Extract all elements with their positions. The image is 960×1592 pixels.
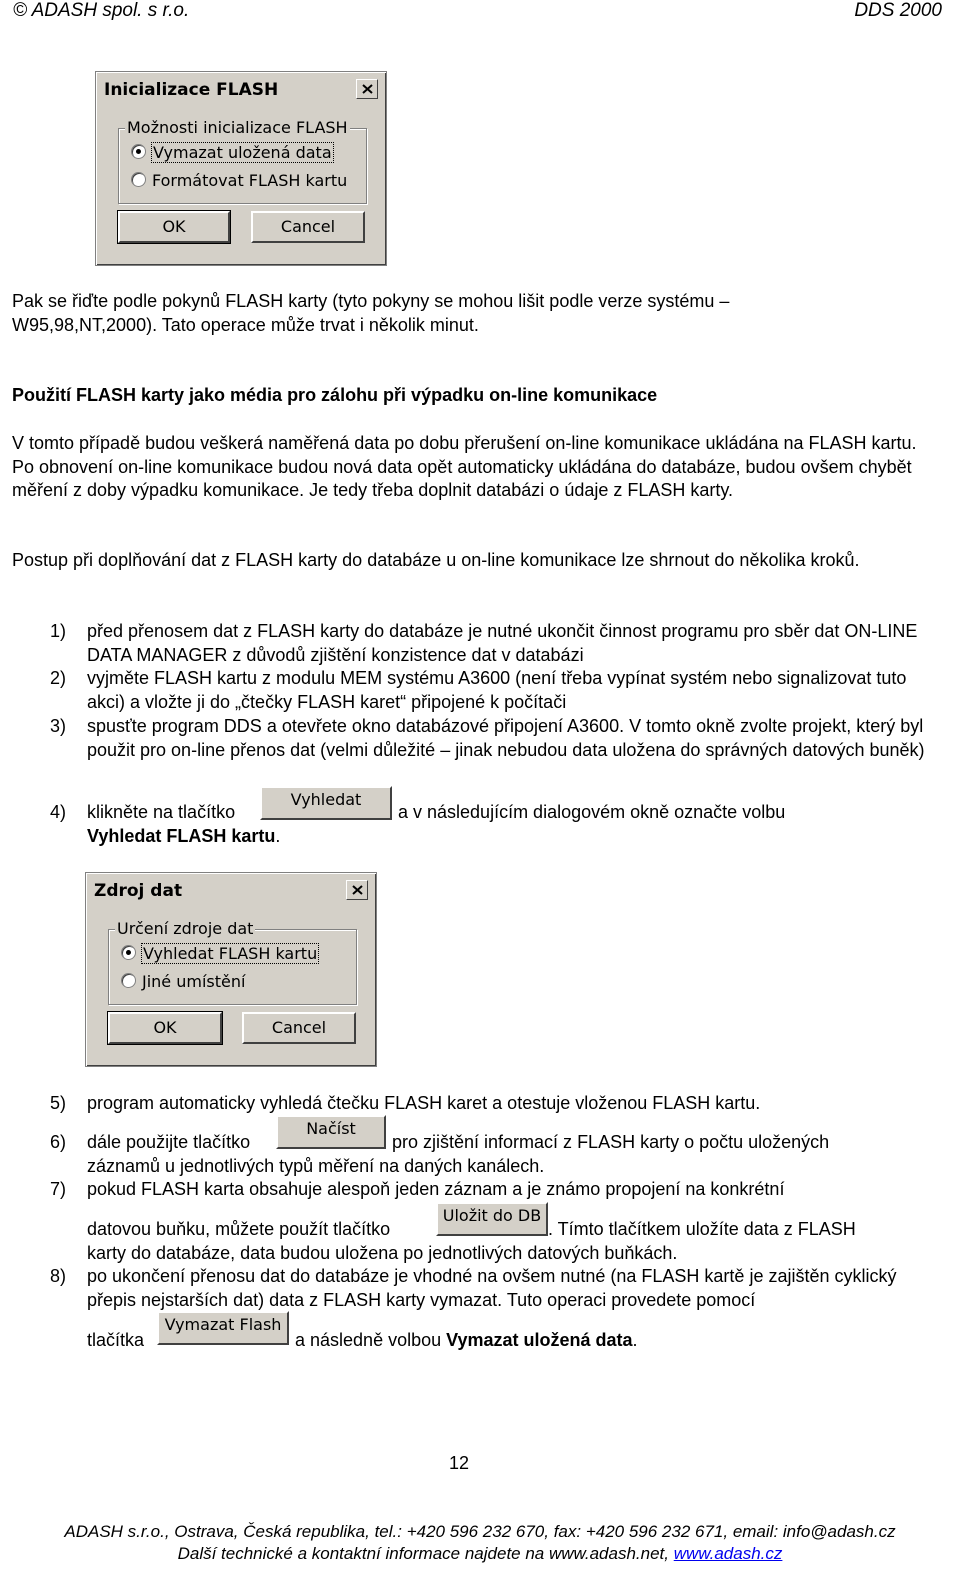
radio-unselected-icon: [131, 172, 146, 187]
radio-label: Jiné umístění: [142, 972, 246, 991]
step-6-line2: záznamů u jednotlivých typů měření na daných kanálech.: [87, 1156, 545, 1176]
step-7-line2: datovou buňku, můžete použít tlačítko: [87, 1219, 391, 1239]
step-number: 7): [50, 1179, 67, 1199]
step-6-continuation: pro zjištění informací z FLASH karty o počtu uložených: [392, 1132, 830, 1152]
step-text-part: .: [275, 826, 281, 846]
dialog-zdroj-dat: [85, 872, 377, 1067]
footer-info-text: Další technické a kontaktní informace najdete na www.adash.net,: [177, 1544, 674, 1563]
radio-unselected-icon: [121, 973, 136, 988]
step-text-part: klikněte na tlačítko: [87, 802, 236, 822]
radio-option-format-card[interactable]: [131, 170, 347, 192]
step-number: 5): [50, 1093, 67, 1113]
dialog-titlebar: [100, 76, 382, 104]
close-icon: [352, 885, 363, 895]
step-text: před přenosem dat z FLASH karty do databáze je nutné ukončit činnost programu pro sběr dat ON-LINE DATA MANAGER z důvodů zjištění konzistence dat v databázi: [87, 621, 918, 665]
paragraph-description: V tomto případě budou veškerá naměřená data po dobu přerušení on-line komunikace ukládána na FLASH kartu. Po obnovení on-line komunikace budou nová data opět automaticky ukládána do databáze, budou ovšem chybět měření z doby výpadku komunikace. Je tedy třeba doplnit databázi o údaje z FLASH karty.: [12, 433, 917, 500]
step-4-continuation: [398, 801, 785, 825]
dialog-title: Zdroj dat: [94, 881, 183, 901]
step-text-part: a následně volbou: [295, 1330, 442, 1350]
footer-info: [0, 1543, 960, 1564]
list-item-step-5: [50, 1092, 942, 1116]
step-number: 3): [50, 716, 67, 736]
step-8-line3: tlačítka: [87, 1330, 145, 1350]
step-bold-option-label: Vyhledat FLASH kartu: [87, 826, 276, 846]
list-item-step-1: [50, 620, 942, 667]
list-item-step-2: [50, 667, 942, 714]
vymazat-flash-button[interactable]: Vymazat Flash: [157, 1311, 289, 1345]
section-heading: Použití FLASH karty jako média pro zálohu při výpadku on-line komunikace: [12, 385, 658, 405]
close-button[interactable]: [346, 880, 368, 900]
close-button[interactable]: [356, 79, 378, 99]
page-number: 12: [448, 1453, 470, 1473]
step-8-continuation: [295, 1329, 638, 1353]
radio-option-find-flash[interactable]: [121, 943, 318, 965]
step-text: vyjměte FLASH kartu z modulu MEM systému A3600 (není třeba vypínat systém nebo signalizovat tuto akci) a vložte ji do „čtečky FLASH karet“ připojené k počítači: [87, 668, 907, 712]
footer-contact: ADASH s.r.o., Ostrava, Česká republika, tel.: +420 596 232 670, fax: +420 596 232 671, email: info@adash.cz: [64, 1522, 896, 1541]
step-number: 2): [50, 668, 67, 688]
radio-option-other-location[interactable]: [121, 971, 245, 993]
step-text-part: .: [632, 1330, 638, 1350]
step-text: pokud FLASH karta obsahuje alespoň jeden záznam a je známo propojení na konkrétní: [87, 1179, 785, 1199]
group-label: Určení zdroje dat: [117, 919, 254, 938]
step-text: spusťte program DDS a otevřete okno databázové připojení A3600. V tomto okně zvolte projekt, který byl použit pro on-line přenos dat (velmi důležité – jinak nebudou data uložena do správných datových buněk): [87, 716, 925, 760]
paragraph-procedure: Postup při doplňování dat z FLASH karty do databáze u on-line komunikace lze shrnout do několika kroků.: [12, 550, 860, 570]
step-7-continuation: . Tímto tlačítkem uložíte data z FLASH: [548, 1219, 856, 1239]
header-right: DDS 2000: [854, 0, 942, 21]
close-icon: [362, 84, 373, 94]
paragraph-instructions: Pak se řiďte podle pokynů FLASH karty (tyto pokyny se mohou lišit podle verze systému – W95,98,NT,2000). Tato operace může trvat i několik minut.: [12, 291, 730, 335]
step-number: 8): [50, 1266, 67, 1286]
radio-label: Vymazat uložená data: [153, 143, 332, 162]
radio-selected-icon: [121, 945, 136, 960]
source-group: [108, 919, 357, 1005]
cancel-button[interactable]: Cancel: [242, 1012, 356, 1044]
list-item-step-8: [50, 1265, 942, 1312]
step-number: 4): [50, 802, 67, 822]
list-item-step-3: [50, 715, 942, 762]
header-left: © ADASH spol. s r.o.: [13, 0, 190, 21]
ok-button[interactable]: OK: [108, 1012, 222, 1044]
radio-option-clear-data[interactable]: [131, 142, 333, 164]
cancel-button[interactable]: Cancel: [251, 211, 365, 243]
vyhledat-button[interactable]: Vyhledat: [260, 786, 392, 820]
list-item-step-7: [50, 1178, 942, 1202]
group-label: Možnosti inicializace FLASH: [127, 118, 348, 137]
step-text: program automaticky vyhledá čtečku FLASH karet a otestuje vloženou FLASH kartu.: [87, 1093, 761, 1113]
dialog-titlebar: [90, 877, 372, 905]
step-text: po ukončení přenosu dat do databáze je vhodné na ovšem nutné (na FLASH kartě je zajištěn cyklický přepis nejstarších dat) data z FLASH karty vymazat. Tuto operaci provedete pomocí: [87, 1266, 897, 1310]
radio-label: Formátovat FLASH kartu: [152, 171, 348, 190]
radio-label: Vyhledat FLASH kartu: [143, 944, 318, 963]
footer-website-link[interactable]: www.adash.cz: [673, 1544, 783, 1563]
radio-selected-icon: [131, 144, 146, 159]
step-bold-option: Vymazat uložená data: [446, 1330, 633, 1350]
step-number: 1): [50, 621, 67, 641]
dialog-title: Inicializace FLASH: [104, 80, 279, 100]
step-4-line2: [87, 825, 280, 849]
step-text-part: dále použijte tlačítko: [87, 1132, 251, 1152]
ulozit-do-db-button[interactable]: Uložit do DB: [436, 1202, 548, 1236]
ok-button[interactable]: OK: [118, 211, 230, 243]
dialog-inicializace-flash: [95, 71, 387, 266]
step-text-part: a v následujícím dialogovém okně označte volbu: [398, 802, 786, 822]
step-number: 6): [50, 1132, 67, 1152]
options-group: [118, 118, 367, 204]
step-7-line3: karty do databáze, data budou uložena po jednotlivých datových buňkách.: [87, 1243, 678, 1263]
nacist-button[interactable]: Načíst: [276, 1115, 386, 1149]
